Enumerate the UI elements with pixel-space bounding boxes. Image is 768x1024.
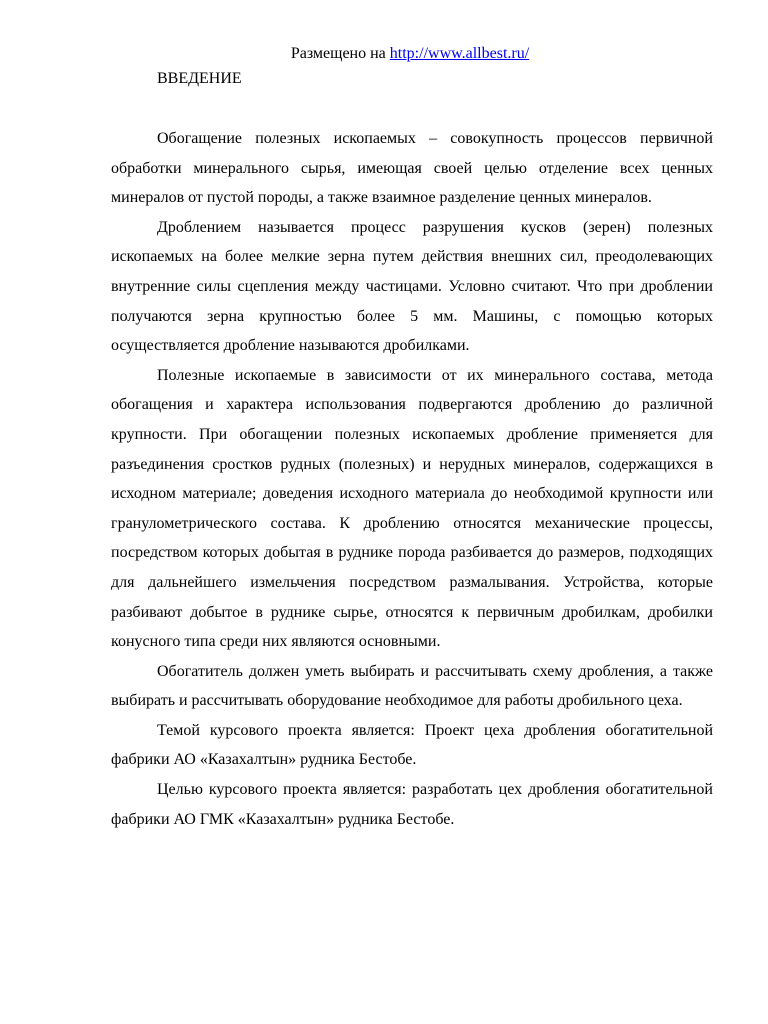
paragraph-definition: Обогащение полезных ископаемых – совокупность процессов первичной обработки минерального сырья, имеющая своей целью отделение всех ценных минералов от пустой породы, а также взаимное разделение ценных минералов. — [111, 130, 713, 207]
hosting-notice — [0, 44, 768, 64]
hosting-notice-text: Размещено на — [290, 45, 390, 62]
paragraph-skills: Обогатитель должен уметь выбирать и рассчитывать схему дробления, а также выбирать и рассчитывать оборудование необходимое для работы дробильного цеха. — [111, 662, 713, 710]
section-title: ВВЕДЕНИЕ — [157, 70, 242, 87]
document-body — [111, 124, 713, 834]
paragraph-project-topic: Темой курсового проекта является: Проект цеха дробления обогатительной фабрики АО «Казахалтын» рудника Бестобе. — [111, 721, 713, 769]
paragraph-project-goal: Целью курсового проекта является: разработать цех дробления обогатительной фабрики АО ГМК «Казахалтын» рудника Бестобе. — [111, 781, 713, 828]
allbest-link[interactable]: http://www.allbest.ru/ — [389, 45, 530, 62]
paragraph-minerals: Полезные ископаемые в зависимости от их минерального состава, метода обогащения и характера использования подвергаются дроблению до различной крупности. При обогащении полезных ископаемых дробление применяется для разъединения сростков рудных (полезных) и нерудных минералов, содержащихся в исходном материале; доведения исходного материала до необходимой крупности или гранулометрического состава. К дроблению относятся механические процессы, посредством которых добытая в руднике порода разбивается до размеров, подходящих для дальнейшего измельчения посредством размалывания. Устройства, которые разбивают добытое в руднике сырье, относятся к первичным дробилкам, дробилки конусного типа среди них являются основными. — [111, 366, 713, 651]
paragraph-crushing: Дроблением называется процесс разрушения кусков (зерен) полезных ископаемых на более мелкие зерна путем действия внешних сил, преодолевающих внутренние силы сцепления между частицами. Условно считают. Что при дроблении получаются зерна крупностью более 5 мм. Машины, с помощью которых осуществляется дробление называются дробилками. — [111, 218, 713, 355]
